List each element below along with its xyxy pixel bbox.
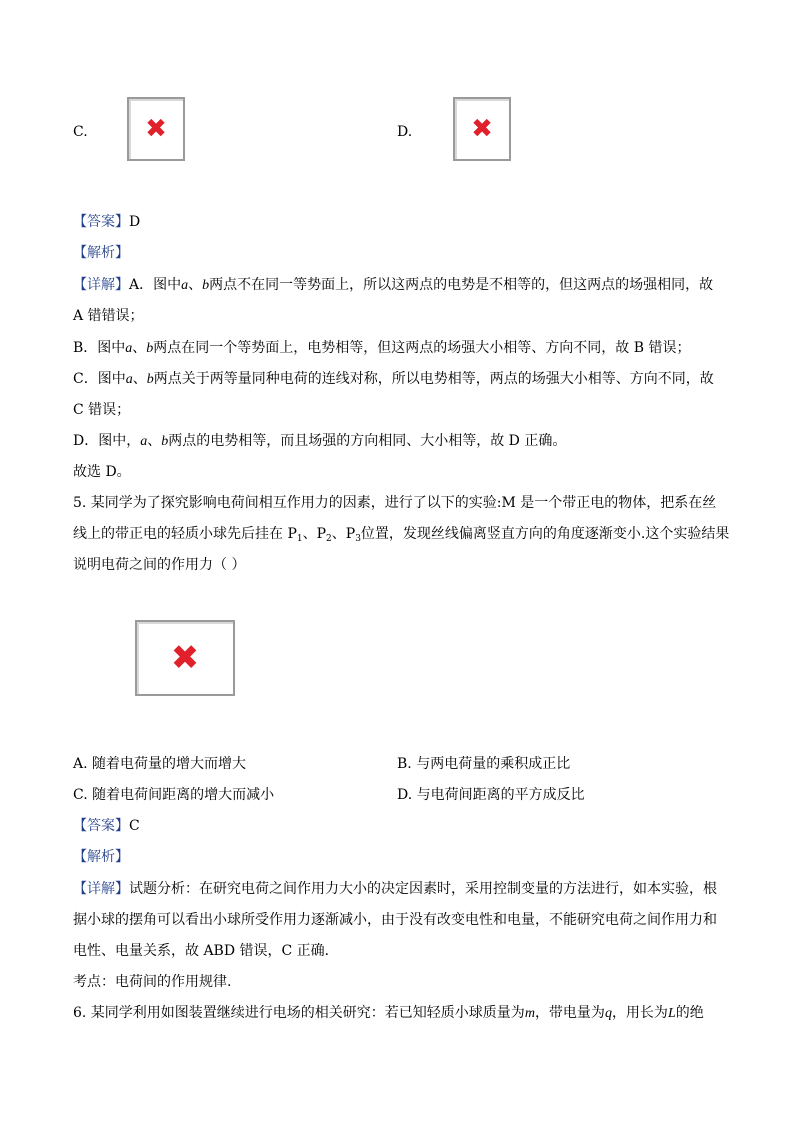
q5-option-b: B. 与两电荷量的乘积成正比 (397, 756, 571, 772)
q5-detail-line-2: 据小球的摆角可以看出小球所受作用力逐渐减小，由于没有改变电性和电量，不能研究电荷之间作用力和 (73, 912, 717, 928)
q4-detail-line-1: 【详解】A．图中a、b两点不在同一等势面上，所以这两点的电势是不相等的，但这两点的场强相同，故 (73, 277, 714, 293)
q5-option-a: A. 随着电荷量的增大而增大 (73, 756, 247, 772)
option-d-image (453, 97, 511, 161)
option-c-label: C. (73, 124, 88, 140)
q4-detail-line-4: C．图中a、b两点关于两等量同种电荷的连线对称，所以电势相等，两点的场强大小相等、方向不同，故 (73, 371, 714, 387)
q4-detail-line-5: C 错误； (73, 402, 131, 418)
broken-image-icon: ✖ (471, 114, 493, 144)
q5-stem-line-3: 说明电荷之间的作用力（ ） (73, 557, 246, 573)
q5-stem-line-1: 5. 某同学为了探究影响电荷间相互作用力的因素，进行了以下的实验:M 是一个带正电的物体，把系在丝 (73, 495, 717, 511)
q5-kaodian: 考点：电荷间的作用规律. (73, 974, 232, 990)
detail-tag: 【详解】 (73, 277, 129, 293)
q5-answer-line (73, 816, 140, 836)
answer-value: C (129, 818, 140, 834)
q5-detail-line-3: 电性、电量关系，故 ABD 错误，C 正确． (73, 943, 339, 959)
q4-detail-line-3: B．图中a、b两点在同一个等势面上，电势相等，但这两点的场强大小相等、方向不同，故 B 错误； (73, 340, 691, 356)
detail-tag: 【详解】 (73, 881, 129, 897)
q4-answer-line (73, 212, 140, 232)
q5-figure-image (135, 620, 235, 696)
q6-stem-line-1: 6. 某同学利用如图装置继续进行电场的相关研究：若已知轻质小球质量为m，带电量为q，用长为L的绝 (73, 1005, 704, 1021)
option-d-label: D. (397, 124, 413, 140)
q4-detail-line-6: D．图中，a、b两点的电势相等，而且场强的方向相同、大小相等，故 D 正确。 (73, 433, 567, 449)
q5-stem-line-2: 线上的带正电的轻质小球先后挂在 $P_1$、$P_2$、$P_3$位置，发现丝线偏离竖直方向的角度逐渐变小.这个实验结果 (73, 526, 730, 544)
q4-detail-line-2: A 错错误； (73, 308, 144, 324)
broken-image-icon: ✖ (170, 638, 200, 678)
q4-analysis-tag: 【解析】 (73, 245, 129, 261)
q5-detail-line-1: 【详解】试题分析：在研究电荷之间作用力大小的决定因素时，采用控制变量的方法进行，如本实验，根 (73, 881, 717, 897)
answer-tag: 【答案】 (73, 214, 129, 230)
q4-conclusion: 故选 D。 (73, 464, 131, 480)
answer-tag: 【答案】 (73, 818, 129, 834)
option-c-image (127, 97, 185, 161)
q5-option-d: D. 与电荷间距离的平方成反比 (397, 787, 585, 803)
q5-option-c: C. 随着电荷间距离的增大而减小 (73, 787, 275, 803)
broken-image-icon: ✖ (145, 114, 167, 144)
q5-analysis-tag: 【解析】 (73, 849, 129, 865)
answer-value: D (129, 214, 141, 230)
